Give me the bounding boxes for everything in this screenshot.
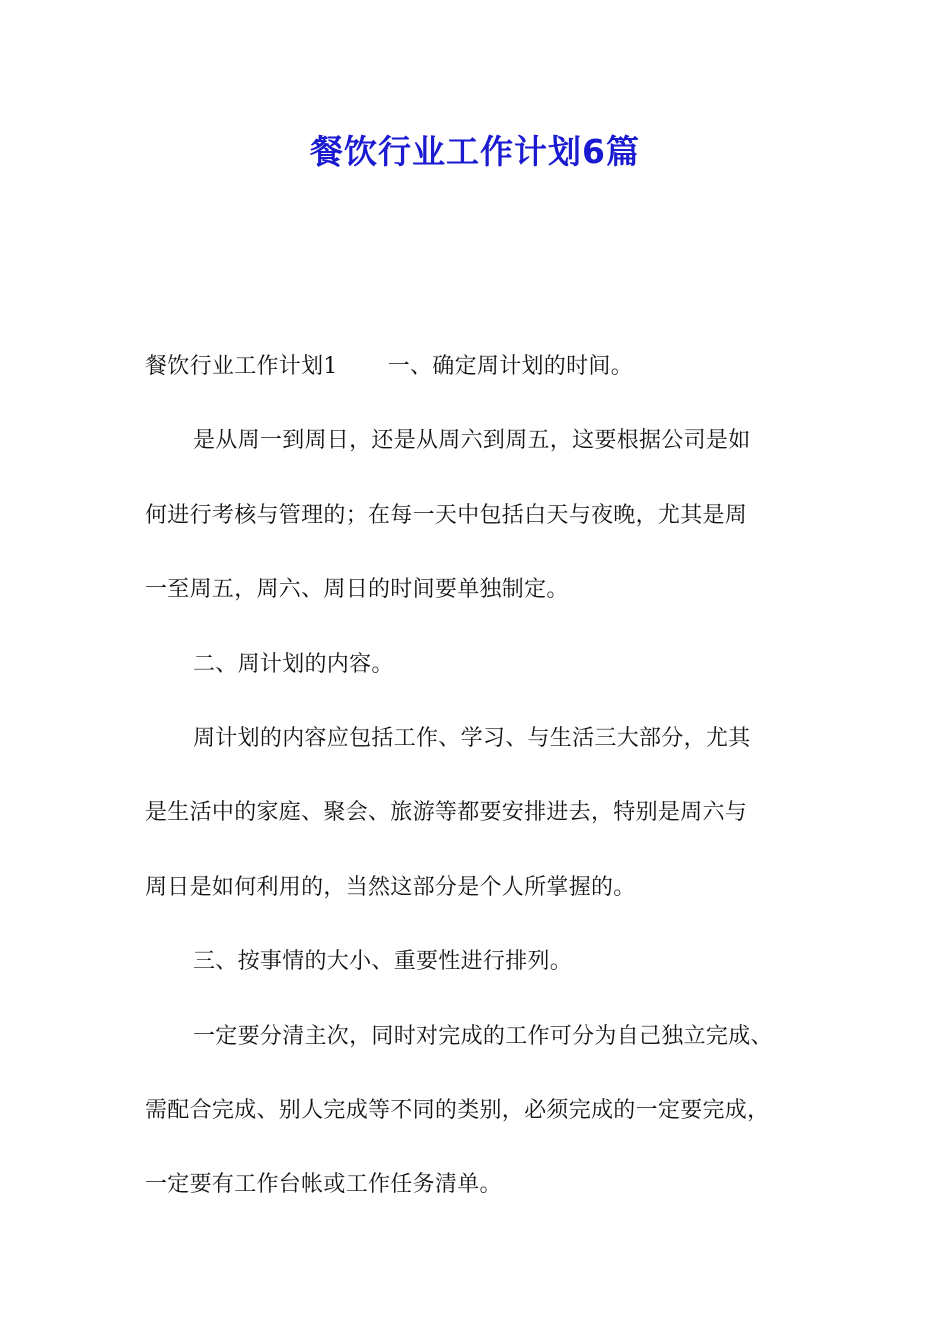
paragraph-line: 需配合完成、别人完成等不同的类别，必须完成的一定要完成， <box>145 1097 770 1123</box>
paragraph-line: 周日是如何利用的，当然这部分是个人所掌握的。 <box>145 874 636 900</box>
paragraph-line: 周计划的内容应包括工作、学习、与生活三大部分，尤其 <box>193 725 751 751</box>
paragraph-line: 一定要有工作台帐或工作任务清单。 <box>145 1172 502 1198</box>
paragraph-line: 何进行考核与管理的；在每一天中包括白天与夜晚，尤其是周 <box>145 502 748 528</box>
section-heading: 二、周计划的内容。 <box>193 651 394 677</box>
document-title: 餐饮行业工作计划6篇 <box>310 132 640 171</box>
paragraph-line: 一定要分清主次，同时对完成的工作可分为自己独立完成、 <box>193 1023 773 1049</box>
paragraph-line: 是从周一到周日，还是从周六到周五，这要根据公司是如 <box>193 428 751 454</box>
section-label: 餐饮行业工作计划1 <box>145 354 338 379</box>
paragraph-line <box>145 330 830 404</box>
document-body <box>145 330 830 1223</box>
paragraph-line: 是生活中的家庭、聚会、旅游等都要安排进去，特别是周六与 <box>145 800 748 826</box>
paragraph-line: 一至周五，周六、周日的时间要单独制定。 <box>145 577 569 603</box>
section-heading: 三、按事情的大小、重要性进行排列。 <box>193 949 573 975</box>
section-heading: 一、确定周计划的时间。 <box>387 354 634 379</box>
